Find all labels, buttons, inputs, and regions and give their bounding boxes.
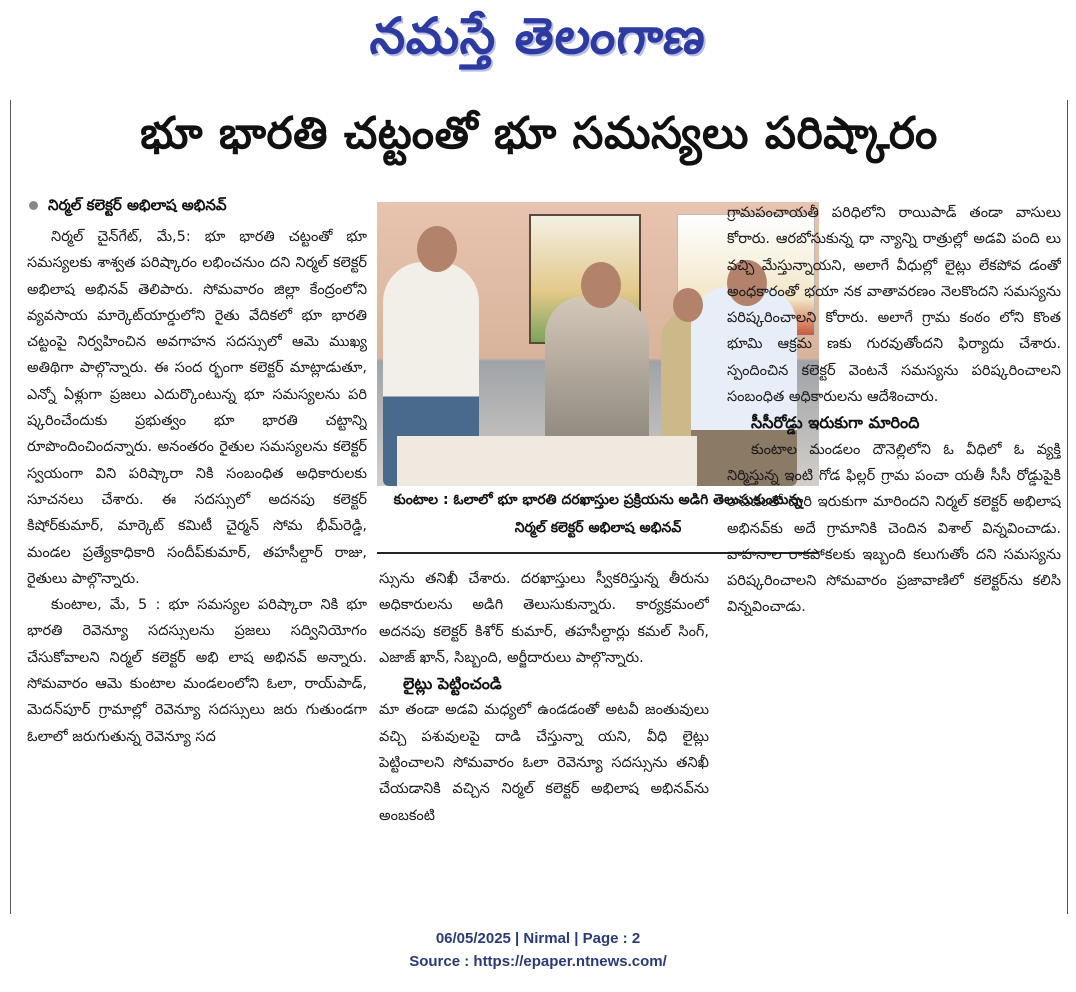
article-clipping: [10, 100, 1068, 914]
byline-text: నిర్మల్ కలెక్టర్ అభిలాష అభినవ్: [48, 196, 227, 214]
article-column-3: [727, 200, 1061, 914]
article-column-2: [379, 566, 709, 914]
person-head: [417, 226, 457, 272]
subheading: లైట్లు పెట్టించండి: [403, 674, 502, 694]
photo-caption: కుంటాల : ఓలాలో భూ భారతి దరఖాస్తుల ప్రక్రియను అడిగి తెలుసుకుంటున్న నిర్మల్ కలెక్టర్ అభిలాష అభినవ్: [377, 486, 819, 554]
person-head: [581, 262, 621, 308]
paragraph: గ్రామపంచాయతీ పరిధిలోని రాయిపాడ్ తండా వాసులు కోరారు. ఆరబోసుకున్న ధా న్యాన్ని రాత్రుల్లో అడవి పంది లు వచ్చి మేస్తున్నాయని, అలాగే వీధుల్లో లైట్లు లేకపోవ డంతో అంధకారంతో భయా నక వాతావరణం నెలకొందని సమస్యను పరిష్కరించాలని కోరారు. అలాగే గ్రామ కంఠం లోని కొంత భూమి ఆక్రమ ణకు గురవుతోందని ఫిర్యాదు చేశారు. స్పందించిన కలెక్టర్ వెంటనే సమస్యను పరిష్కరించాలని సంబంధిత అధికారులను ఆదేశించారు.: [727, 205, 1061, 406]
article-headline: భూ భారతి చట్టంతో భూ సమస్యలు పరిష్కారం: [140, 108, 938, 159]
bullet-icon: [29, 201, 38, 210]
desk-with-papers: [397, 436, 697, 486]
paragraph: నిర్మల్ చైన్‌గేట్, మే,5: భూ భారతి చట్టంతో భూ సమస్యలకు శాశ్వత పరిష్కారం లభించనుం దని నిర్మల్ కలెక్టర్ అభిలాష అభినవ్ తెలిపారు. సోమవారం జిల్లా కేంద్రంలోని వ్యవసాయ మార్కెట్‌యార్డులోని రైతు వేదికలో భూ భారతి చట్టంపై నిర్వహించిన అవగాహన సదస్సులో ఆమె ముఖ్య అతిథిగా పాల్గొన్నారు. ఈ సంద ర్భంగా కలెక్టర్ మాట్లాడుతూ, ఎన్నో ఏళ్లుగా ప్రజలు ఎదుర్కొంటున్న భూ సమస్యలను పరి ష్కరించేందుకు ప్రభుత్వం భూ భారతి చట్టాన్ని రూపొందించిందన్నారు. అనంతరం రైతుల సమస్యలను కలెక్టర్ స్వయంగా విని పరిష్కారా నికి సంబంధిత అధికారులకు సూచనలు చేశారు. ఈ సదస్సులో అదనపు కలెక్టర్ కిషోర్‌కుమార్, మార్కెట్ కమిటీ చైర్మన్ సోమ భీమ్‌రెడ్డి, మండల ప్రత్యేకాధికారి సందీప్‌కుమార్, తహసీల్దార్ రాజు, రైతులు పాల్గొన్నారు.: [27, 229, 367, 587]
newspaper-masthead: [0, 0, 1076, 84]
paragraph: మా తండా అడవి మధ్యలో ఉండడంతో అటవీ జంతువులు వచ్చి పశువులపై దాడి చేస్తున్నా యని, వీధి లైట్లు పెట్టించాలని సోమవారం ఓలా రెవెన్యూ సదస్సును తనిఖీ చేయడానికి వచ్చిన నిర్మల్ కలెక్టర్ అభిలాష అభినవ్‌ను అంబకంటి: [379, 702, 709, 824]
byline: [29, 196, 227, 218]
paragraph: కుంటాల, మే, 5 : భూ సమస్యల పరిష్కారా నికి భూ భారతి రెవెన్యూ సదస్సులను ప్రజలు సద్వినియోగం చేసుకోవాలని నిర్మల్ కలెక్టర్ అభి లాష అభినవ్ అన్నారు. సోమవారం ఆమె కుంటాల మండలంలోని ఓలా, రాయ్‌పాడ్, మెదన్‌పూర్ గ్రామాల్లో రెవెన్యూ సదస్సులు జరు గుతుండగా ఓలాలో జరుగుతున్న రెవెన్యూ సద: [27, 597, 367, 745]
article-column-1: [27, 224, 367, 914]
footer-date-edition: 06/05/2025 | Nirmal | Page : 2: [435, 930, 641, 947]
masthead-logo-text: నమస్తే తెలంగాణ: [367, 6, 710, 65]
paragraph: కుంటాల మండలం దౌనెల్లిలోని ఓ వీధిలో ఓ వ్యక్తి నిర్మిస్తున్న ఇంటి గోడ ఫిల్లర్ గ్రామ పంచా యతీ సీసీ రోడ్డుపైకి రావడంతో దారి ఇరుకుగా మారిందని నిర్మల్ కలెక్టర్ అభిలాష అభినవ్‌కు అదే గ్రామానికి చెందిన విశాల్ విన్నవించాడు. వాహనాల రాకపోకలకు ఇబ్బంది కలుగుతోం దని సమస్యను పరిష్కరించాలని సోమవారం ప్రజావాణిలో కలెక్టర్‌ను కలిసి విన్నవించాడు.: [727, 441, 1061, 616]
subheading: సీసీరోడ్డు ఇరుకుగా మారింది: [751, 413, 920, 433]
paragraph: స్సును తనిఖీ చేశారు. దరఖాస్తులు స్వీకరిస్తున్న తీరును అధికారులను అడిగి తెలుసుకున్నారు. కార్యక్రమంలో అదనపు కలెక్టర్ కిశోర్ కుమార్, తహసీల్దార్లు కమల్ సింగ్, ఎజాజ్ ఖాన్, సిబ్బంది, అర్జీదారులు పాల్గొన్నారు.: [379, 571, 709, 666]
person-head: [673, 288, 703, 322]
footer-source: Source : https://epaper.ntnews.com/: [409, 953, 667, 970]
